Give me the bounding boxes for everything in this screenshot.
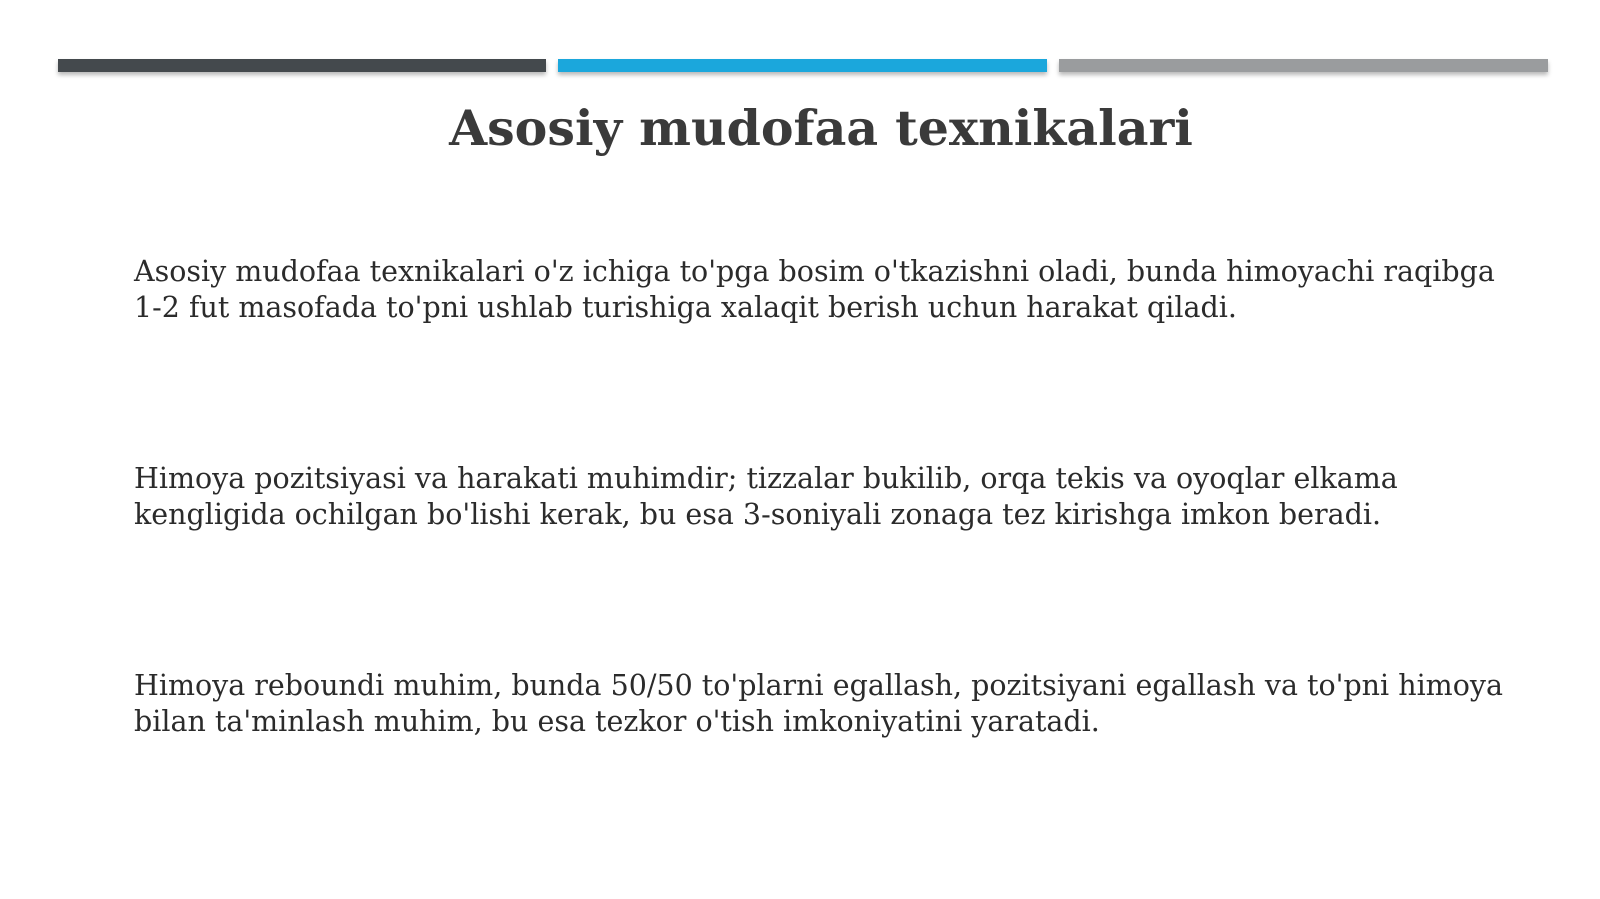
accent-bar-dark [58,59,546,72]
accent-bar-gray [1059,59,1548,72]
paragraph-pressure: Asosiy mudofaa texnikalari o'z ichiga to'pga bosim o'tkazishni oladi, bunda himoyachi raqibga 1-2 fut masofada to'pni ushlab turishiga xalaqit berish uchun harakat qiladi. [134,255,1495,324]
paragraph-stance: Himoya pozitsiyasi va harakati muhimdir; tizzalar bukilib, orqa tekis va oyoqlar elkama kengligida ochilgan bo'lishi kerak, bu esa 3-soniyali zonaga tez kirishga imkon beradi. [134,462,1398,531]
header-accent-bars [58,59,1548,74]
slide-title: Asosiy mudofaa texnikalari [449,99,1193,157]
paragraph-rebound: Himoya reboundi muhim, bunda 50/50 to'plarni egallash, pozitsiyani egallash va to'pni himoya bilan ta'minlash muhim, bu esa tezkor o'tish imkoniyatini yaratadi. [134,669,1503,738]
accent-bar-blue [558,59,1047,72]
